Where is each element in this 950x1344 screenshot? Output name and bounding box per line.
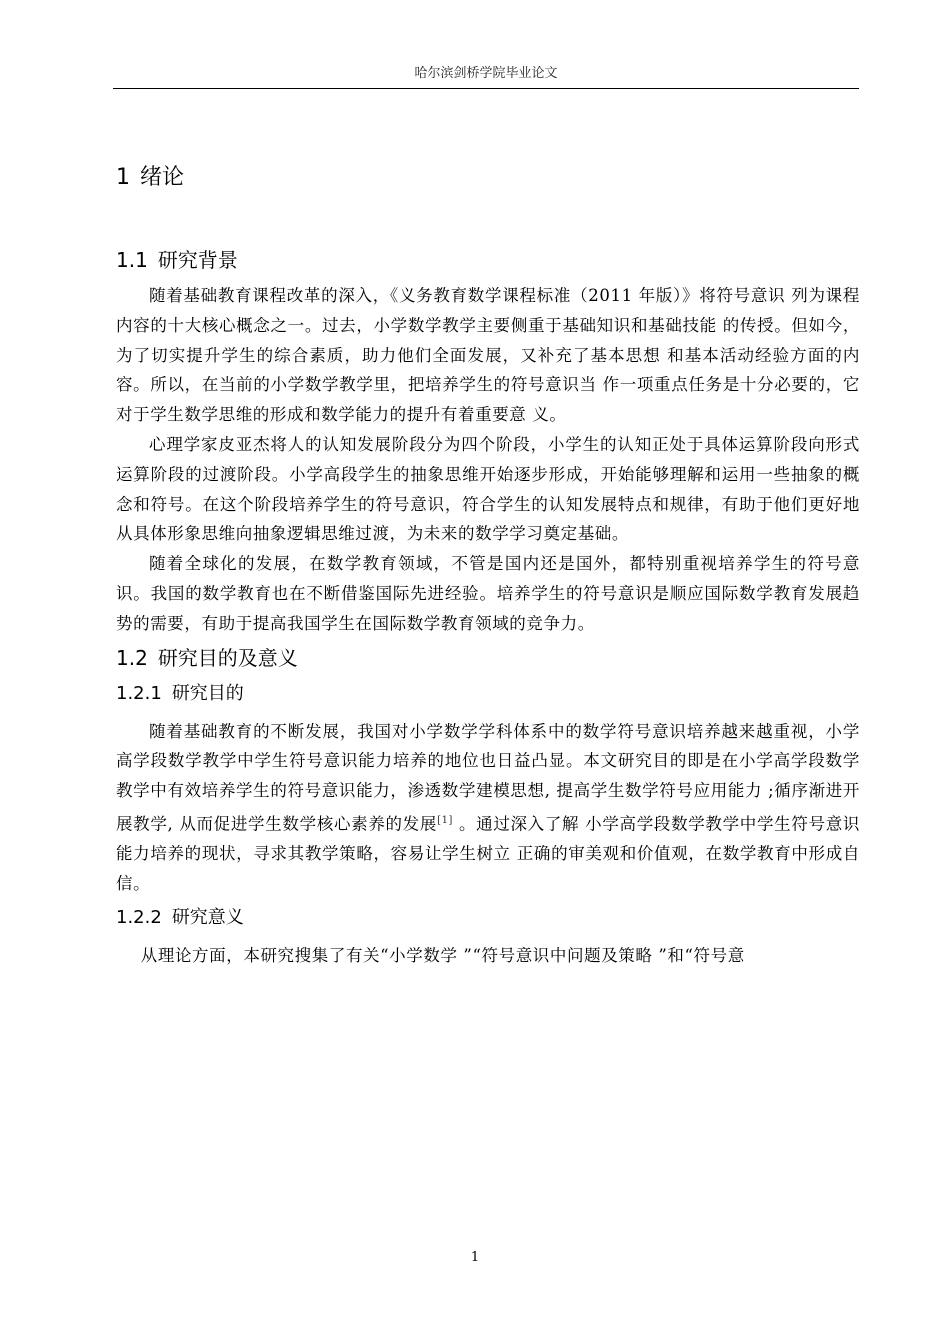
- paragraph-background-3: 随着全球化的发展，在数学教育领域，不管是国内还是国外，都特别重视培养学生的符号意识。我国的数学教育也在不断借鉴国际先进经验。培养学生的符号意识是顺应国际数学教育发展趋势的需要，有助于提高我国学生在国际数学教育领域的竞争力。: [116, 554, 860, 633]
- subsection-title: 研究目的: [171, 682, 244, 704]
- chapter-number: 1: [116, 165, 130, 190]
- paragraph-text: 随着基础教育的不断发展，我国对小学数学学科体系中的数学符号意识培养越来越重视，小学高学段数学教学中学生符号意识能力培养的地位也日益凸显。本文研究目的即是在小学高学段数学教学中有效培养学生的符号意识能力，渗透数学建模思想, 提高学生数学符号应用能力 ;循序渐进开展教学, 从而促进学生数学核心素养的发展: [116, 721, 860, 834]
- page-header: 哈尔滨剑桥学院毕业论文: [414, 66, 558, 81]
- section-title: 研究背景: [157, 248, 238, 272]
- citation-marker: [1]: [437, 814, 454, 826]
- section-title: 研究目的及意义: [157, 645, 298, 670]
- subsection-heading-1-2-2: [116, 903, 860, 933]
- section-heading-1-2: [116, 641, 860, 675]
- subsection-number: 1.2.2: [116, 906, 162, 928]
- document-body: [116, 160, 860, 971]
- paragraph-background-2: 心理学家皮亚杰将人的认知发展阶段分为四个阶段，小学生的认知正处于具体运算阶段向形式运算阶段的过渡阶段。小学高段学生的抽象思维开始逐步形成，开始能够理解和运用一些抽象的概念和符号。在这个阶段培养学生的符号意识，符合学生的认知发展特点和规律，有助于他们更好地从具体形象思维向抽象逻辑思维过渡，为未来的数学学习奠定基础。: [116, 434, 860, 544]
- subsection-number: 1.2.1: [116, 682, 162, 704]
- paragraph-text: 。通过深入了解 小学高学段数学教学中学生符号意识能力培养的现状，寻求其教学策略，容易让学生树立 正确的审美观和价值观，在数学教育中形成自信。: [116, 814, 860, 894]
- section-heading-1-1: [116, 243, 860, 277]
- paragraph-purpose: [116, 717, 860, 899]
- paragraph-significance: 从理论方面，本研究搜集了有关“小学数学 ”“符号意识中问题及策略 ”和“符号意: [140, 945, 745, 965]
- header-divider: [113, 88, 859, 89]
- section-number: 1.1: [116, 248, 148, 272]
- paragraph-background-1: 随着基础教育课程改革的深入，《义务教育数学课程标准（2011 年版）》将符号意识 列为课程内容的十大核心概念之一。过去，小学数学教学主要侧重于基础知识和基础技能 的传授。但如今，为了切实提升学生的综合素质，助力他们全面发展，又补充了基本思想 和基本活动经验方面的内容。所以，在当前的小学数学教学里，把培养学生的符号意识当 作一项重点任务是十分必要的，它对于学生数学思维的形成和数学能力的提升有着重要意 义。: [116, 286, 860, 425]
- chapter-title: 绪论: [140, 165, 185, 190]
- subsection-heading-1-2-1: [116, 679, 860, 709]
- chapter-heading: [116, 160, 860, 196]
- subsection-title: 研究意义: [171, 906, 244, 928]
- section-number: 1.2: [116, 645, 148, 670]
- page-number: 1: [470, 1250, 480, 1265]
